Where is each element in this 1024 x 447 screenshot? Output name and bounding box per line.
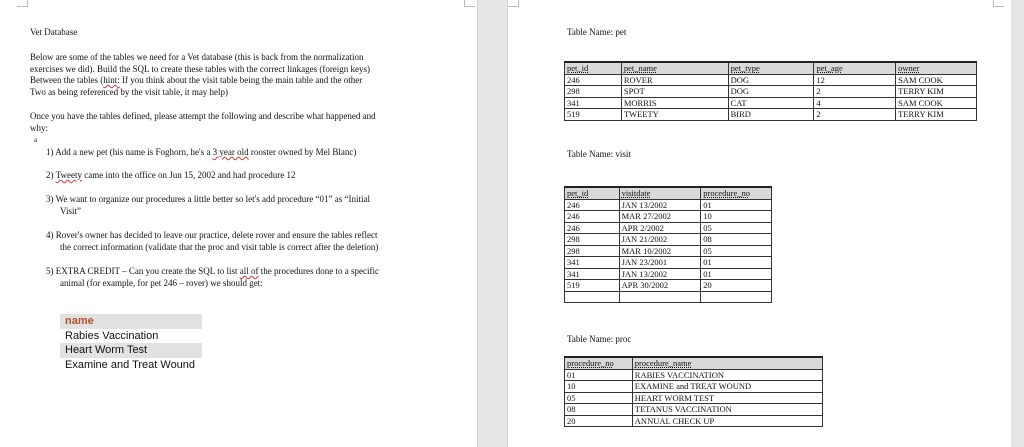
column-header: pet_id (565, 62, 622, 74)
table-row: 08 TETANUS VACCINATION (565, 404, 823, 416)
table-row (565, 291, 772, 303)
pet-table-caption: Table Name: pet (567, 27, 627, 37)
instructions-paragraph: Once you have the tables defined, please attempt the following and describe what happened and why: (30, 111, 376, 133)
table-row: 519 APR 30/2002 20 (565, 280, 772, 292)
table-header-row (565, 62, 977, 74)
proc-table (564, 356, 823, 427)
document-page-left (0, 0, 478, 447)
page-corner-mark (993, 0, 1004, 7)
intro-paragraph: Below are some of the tables we need for a Vet database (this is back from the normalization exercises we did). Build the SQL to create these tables with the correct linkages (foreign keys) Between the tables (hint: If you think about the visit table being the main table and the other Two as being referenced by the visit table, it may help) (30, 52, 371, 97)
results-row: Rabies Vaccination (65, 329, 159, 342)
table-row: 246 ROVER DOG 12 SAM COOK (565, 74, 977, 86)
visit-table-caption: Table Name: visit (567, 149, 631, 159)
table-row: 298 JAN 21/2002 08 (565, 234, 772, 246)
page-corner-mark (464, 0, 475, 7)
column-header: pet_id (565, 187, 620, 199)
column-header: pet_age (814, 62, 896, 74)
table-row: 246 APR 2/2002 05 (565, 222, 772, 234)
table-header-row (565, 187, 772, 199)
results-header: name (60, 314, 202, 329)
column-header: pet_name (621, 62, 728, 74)
table-row: 298 MAR 10/2002 05 (565, 245, 772, 257)
table-row: 20 ANNUAL CHECK UP (565, 415, 823, 427)
table-row: 298 SPOT DOG 2 TERRY KIM (565, 86, 977, 98)
column-header: pet_type (728, 62, 814, 74)
table-row: 341 JAN 13/2002 01 (565, 268, 772, 280)
task-item-4: 4) Rover's owner has decided to leave our practice, delete rover and ensure the tables reflect the correct information (validate that the proc and visit table is correct after the deletion) (46, 230, 379, 252)
results-row: Examine and Treat Wound (65, 358, 196, 371)
column-header: procedure_no (565, 357, 633, 369)
table-row: 519 TWEETY BIRD 2 TERRY KIM (565, 109, 977, 121)
task-item-1: 1) Add a new pet (his name is Foghorn, he's a 3 year old rooster owned by Mel Blanc) (46, 147, 357, 157)
results-row: Heart Worm Test (60, 343, 202, 358)
document-page-right (507, 0, 1011, 447)
table-row: 01 RABIES VACCINATION (565, 369, 823, 381)
task-item-5: 5) EXTRA CREDIT – Can you create the SQL to list all of the procedures done to a specific animal (for example, for pet 246 – rover) we should get: (46, 266, 379, 288)
column-header: visitdate (619, 187, 701, 199)
table-row: 05 HEART WORM TEST (565, 392, 823, 404)
document-title: Vet Database (30, 27, 78, 37)
table-row: 246 JAN 13/2002 01 (565, 199, 772, 211)
table-row: 10 EXAMINE and TREAT WOUND (565, 381, 823, 393)
task-item-2: 2) Tweety came into the office on Jun 15, 2002 and had procedure 12 (46, 170, 296, 180)
table-header-row (565, 357, 823, 369)
pet-table (564, 61, 977, 121)
task-item-3: 3) We want to organize our procedures a little better so let's add procedure “01” as “Initial Visit” (46, 194, 370, 216)
visit-table (564, 186, 772, 303)
proc-table-caption: Table Name: proc (567, 334, 632, 344)
spell-flag: hint: (103, 75, 120, 85)
page-corner-mark (17, 0, 28, 7)
page-corner-mark (508, 0, 519, 7)
column-header: procedure_no (701, 187, 772, 199)
column-header: owner (896, 62, 977, 74)
column-header: procedure_name (632, 357, 822, 369)
table-row: 341 JAN 23/2001 01 (565, 257, 772, 269)
stray-letter: a (34, 136, 38, 144)
expected-results-table (60, 314, 202, 372)
table-row: 341 MORRIS CAT 4 SAM COOK (565, 97, 977, 109)
table-row: 246 MAR 27/2002 10 (565, 211, 772, 223)
